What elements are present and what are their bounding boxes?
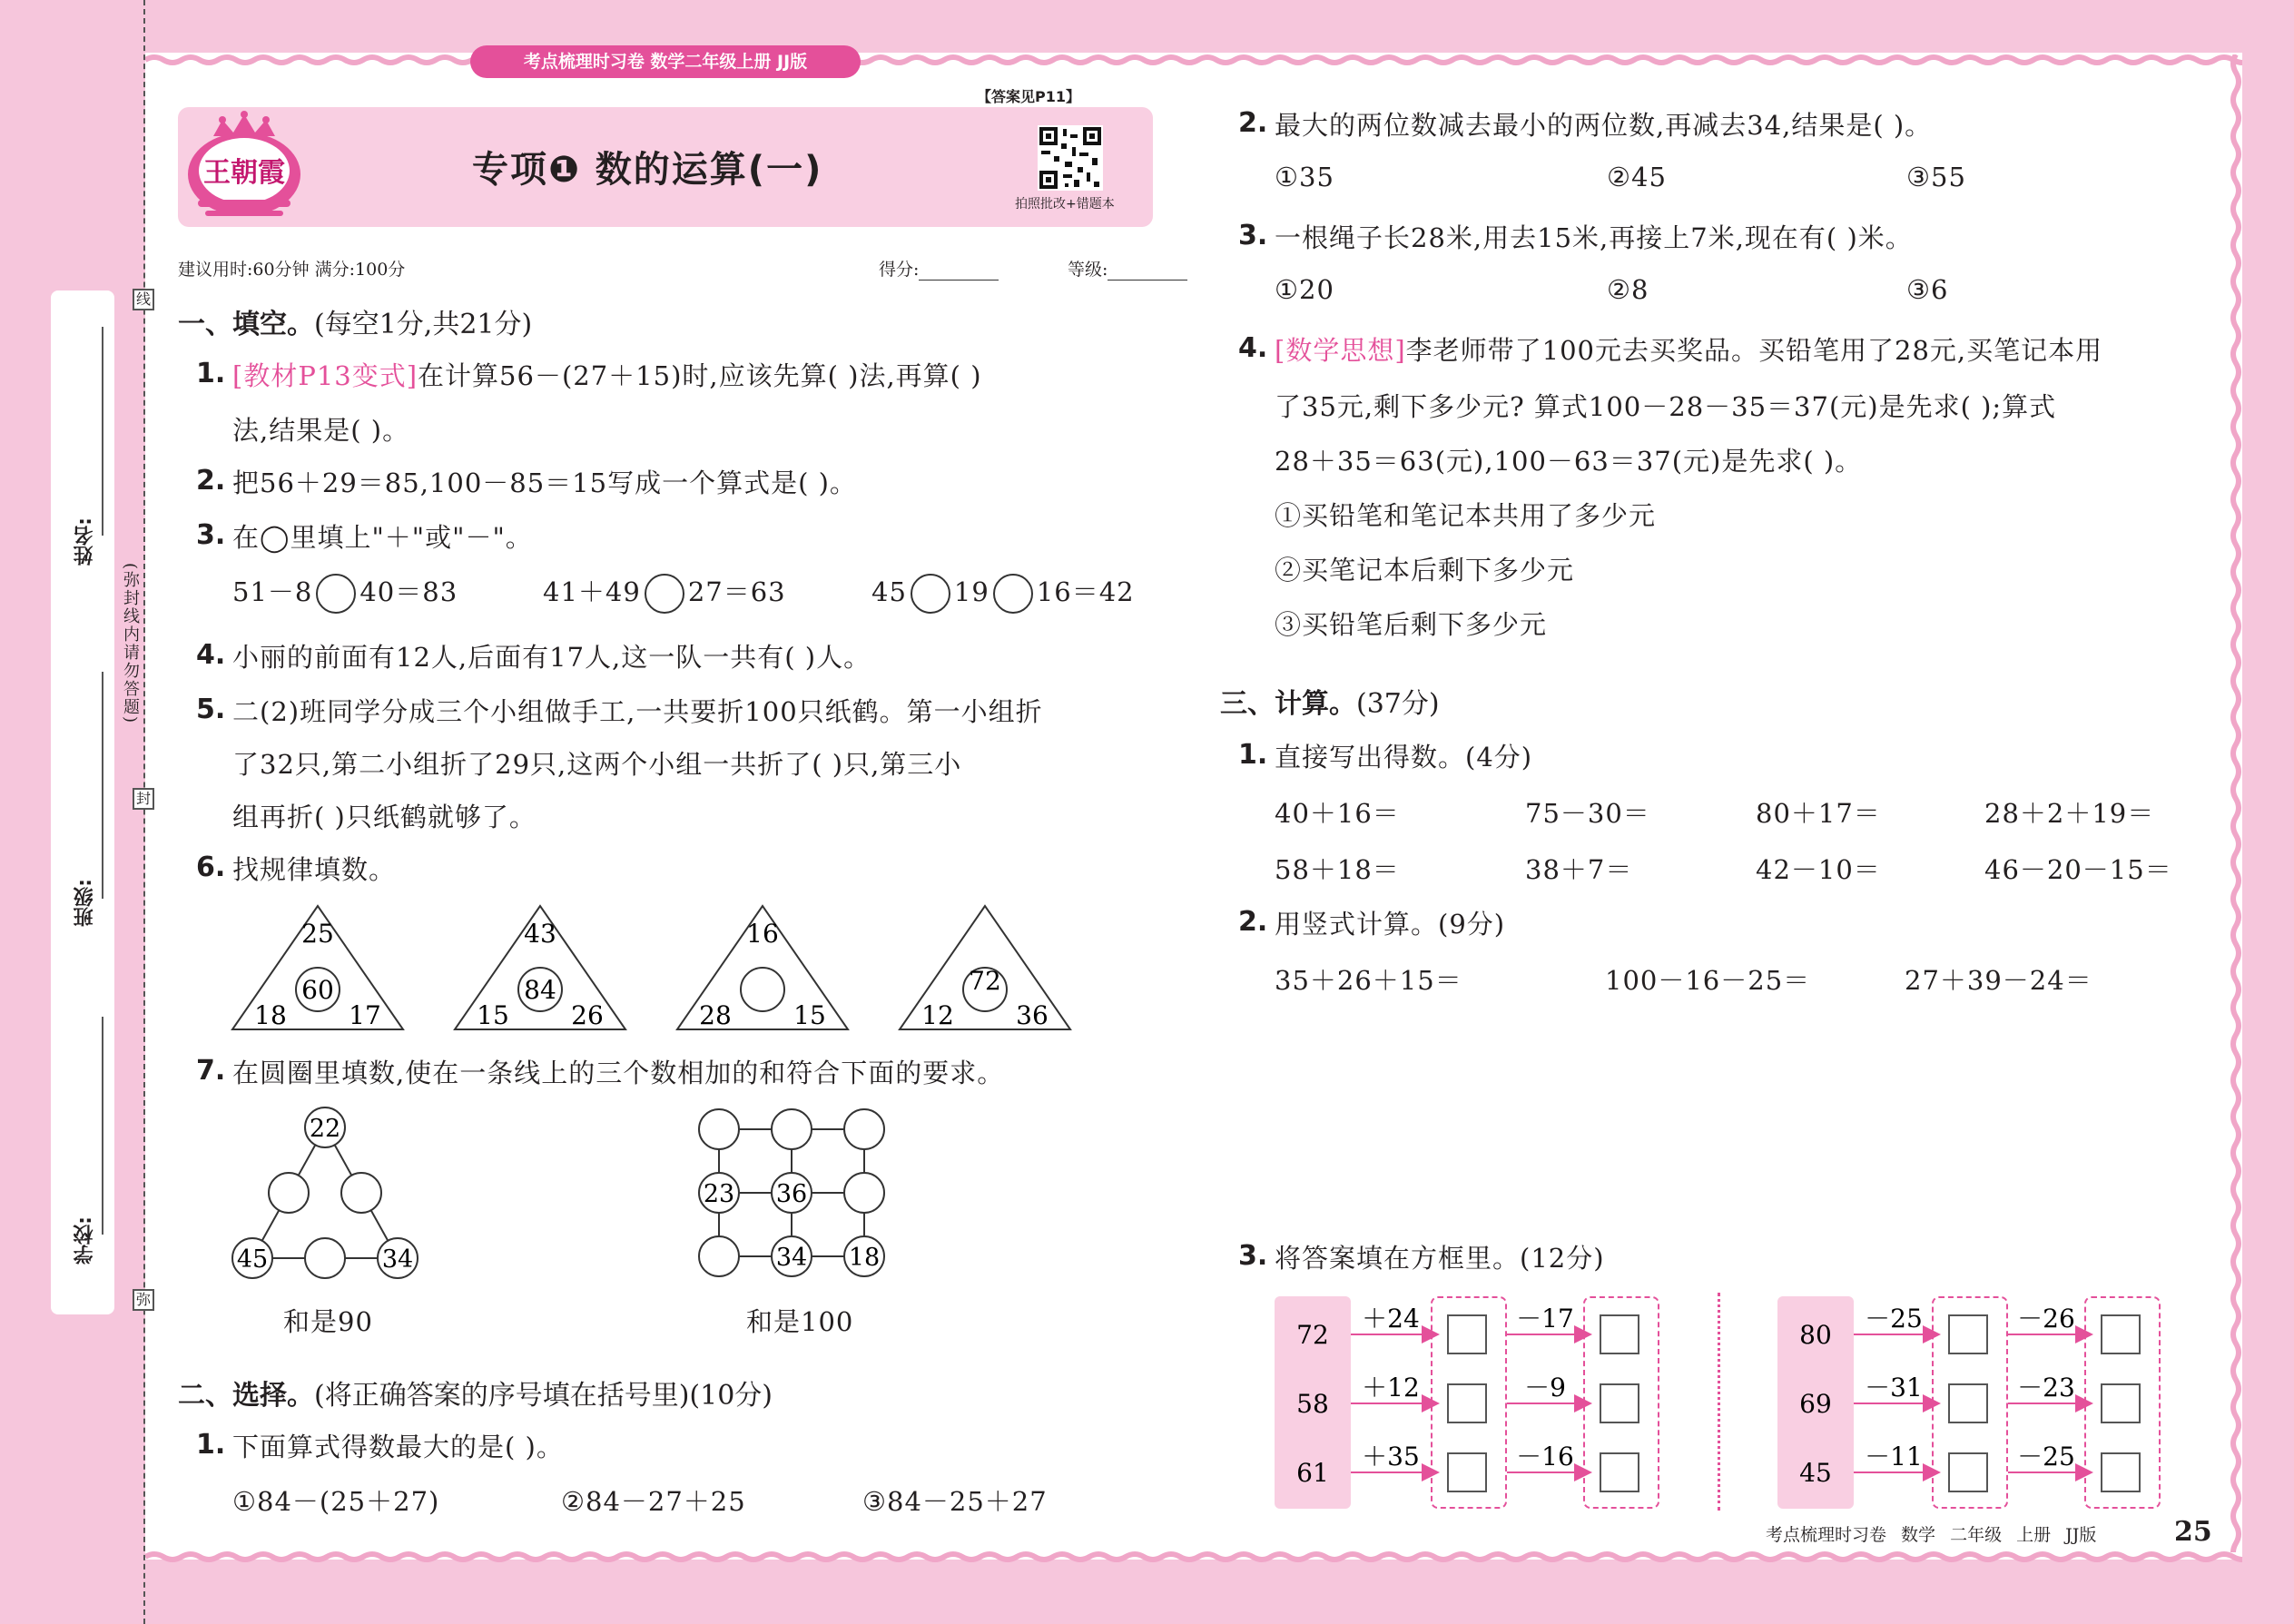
tri-left: 15: [477, 1000, 509, 1030]
right-op2-1: －26: [2017, 1304, 2075, 1334]
s3-q1-item: 40＋16＝: [1275, 798, 1400, 829]
s2-q4-option-3[interactable]: ③买铅笔后剩下多少元: [1275, 609, 1548, 640]
section-2-note: (将正确答案的序号填在括号里)(10分): [314, 1380, 773, 1412]
right-op1-1: －25: [1865, 1304, 1923, 1334]
s2-q3-text: 一根绳子长28米,用去15米,再接上7米,现在有( )米。: [1275, 222, 1913, 253]
pattern-triangle-2: [455, 906, 625, 1030]
right-start-3: 45: [1799, 1458, 1832, 1488]
grade-label: 等级:: [1068, 260, 1108, 280]
blank-circle: [741, 968, 784, 1011]
pattern-triangles: [227, 899, 1080, 1035]
left-start-3: 61: [1296, 1458, 1329, 1488]
grid-bottom-right: 18: [848, 1244, 881, 1272]
s3-q3-number: 3.: [1238, 1240, 1268, 1272]
tri-center: 60: [301, 975, 334, 1005]
left-op1-3: ＋35: [1362, 1442, 1420, 1471]
top-banner: 考点梳理时习卷 数学二年级上册 JJ版: [470, 45, 861, 78]
answer-box[interactable]: [2101, 1452, 2141, 1492]
grid-mid-center: 36: [775, 1180, 808, 1208]
answer-box[interactable]: [1948, 1452, 1988, 1492]
blank-circle: [341, 1173, 381, 1213]
s2-q1-option-2[interactable]: ②84－27＋25: [561, 1486, 746, 1517]
s1-q3-expr1: 51－8 40＝83: [232, 572, 458, 614]
tri-bottom-right-number: 34: [381, 1245, 414, 1274]
s2-q4-line1: [数学思想]李老师带了100元去买奖品。买铅笔用了28元,买笔记本用: [1275, 335, 2103, 366]
left-op2-1: －17: [1516, 1304, 1574, 1334]
s1-q5-line3: 组再折( )只纸鹤就够了。: [232, 802, 537, 832]
s1-q1-tag: [教材P13变式]: [232, 360, 418, 391]
score-blank[interactable]: [919, 262, 999, 281]
q7-triangle-sum: 和是90: [283, 1306, 373, 1337]
grid-bottom-center: 34: [775, 1244, 808, 1272]
right-start-2: 69: [1799, 1389, 1832, 1419]
s2-q1-option-3[interactable]: ③84－25＋27: [862, 1486, 1048, 1517]
sum-triangle-puzldiagram: [225, 1098, 434, 1298]
s1-q4-number: 4.: [196, 639, 226, 671]
s1-q1-text: [232, 356, 982, 393]
s2-q2-text: 最大的两位数减去最小的两位数,再减去34,结果是( )。: [1275, 110, 1933, 141]
right-op2-3: －25: [2017, 1442, 2075, 1471]
answer-box[interactable]: [1948, 1314, 1988, 1354]
tri-right: 15: [793, 1000, 826, 1030]
tri-bottom-left-number: 45: [236, 1245, 269, 1274]
s3-q1-item: 80＋17＝: [1756, 798, 1881, 829]
tri-top: 25: [301, 919, 334, 949]
table-divider: [1718, 1293, 1720, 1511]
score-label: 得分:: [879, 260, 920, 280]
tri-center: 84: [524, 975, 556, 1005]
blank-circle: [305, 1238, 345, 1278]
s3-q2-item: 100－16－25＝: [1605, 965, 1811, 996]
answer-box[interactable]: [1600, 1383, 1639, 1423]
left-start-2: 58: [1296, 1389, 1329, 1419]
s1-q6-number: 6.: [196, 851, 226, 883]
tri-right: 17: [349, 1000, 381, 1030]
s3-q2-text: 用竖式计算。(9分): [1275, 909, 1506, 940]
section-1-title: 一、填空。: [178, 309, 314, 340]
s3-q1-item: 42－10＝: [1756, 854, 1881, 885]
s3-q1-text: 直接写出得数。(4分): [1275, 742, 1533, 773]
seal-char-mi: 弥: [133, 1289, 154, 1311]
tri-left: 18: [254, 1000, 287, 1030]
blank-circle: [269, 1173, 309, 1213]
side-info-panel: [51, 290, 114, 1314]
qr-caption: 拍照批改+错题本: [1015, 197, 1115, 212]
answer-box[interactable]: [1447, 1452, 1487, 1492]
side-school-label: 学校:: [74, 1216, 96, 1265]
s3-q2-number: 2.: [1238, 906, 1268, 938]
footer-text: 考点梳理时习卷 数学 二年级 上册 JJ版: [1766, 1525, 2097, 1545]
tri-right: 26: [571, 1000, 604, 1030]
tri-center: 72: [969, 966, 1001, 996]
s3-q1-item: 75－30＝: [1525, 798, 1650, 829]
grid-mid-left: 23: [703, 1180, 735, 1208]
side-class-label: 班级:: [74, 879, 96, 927]
operator-circle[interactable]: [993, 574, 1033, 614]
s1-q3-text: 在◯里填上"＋"或"－"。: [232, 522, 533, 553]
s2-q2-option-2[interactable]: ②45: [1607, 162, 1667, 192]
side-note: (弥封线内请勿答题): [121, 563, 140, 725]
s1-q1-line1: 在计算56－(27＋15)时,应该先算( )法,再算( ): [418, 360, 982, 391]
binding-fold-line: [143, 0, 145, 1624]
operator-circle[interactable]: [645, 574, 684, 614]
side-name-line[interactable]: [102, 327, 103, 536]
tri-top-number: 22: [309, 1115, 341, 1143]
s1-q7-text: 在圆圈里填数,使在一条线上的三个数相加的和符合下面的要求。: [232, 1058, 1005, 1088]
time-and-full-score: 建议用时:60分钟 满分:100分: [178, 260, 406, 280]
brand-logo: [182, 109, 307, 223]
s1-q3-number: 3.: [196, 519, 226, 551]
seal-char-seal: 封: [133, 788, 154, 810]
right-op2-2: －23: [2017, 1373, 2075, 1403]
s2-q4-line2: 了35元,剩下多少元? 算式100－28－35＝37(元)是先求( );算式: [1275, 391, 2057, 422]
s2-q1-option-1[interactable]: ①84－(25＋27): [232, 1486, 440, 1517]
answer-box[interactable]: [2101, 1314, 2141, 1354]
s2-q2-number: 2.: [1238, 107, 1268, 139]
grade-field: [1068, 256, 1187, 281]
answer-box[interactable]: [1447, 1314, 1487, 1354]
s1-q4-text: 小丽的前面有12人,后面有17人,这一队一共有( )人。: [232, 642, 871, 673]
s3-q3-text: 将答案填在方框里。(12分): [1275, 1243, 1605, 1274]
s3-q1-item: 28＋2＋19＝: [1984, 798, 2155, 829]
answer-reference: 【答案见P11】: [977, 88, 1080, 105]
section-3-heading: [1220, 681, 1440, 721]
left-op2-2: －9: [1524, 1373, 1566, 1403]
right-op1-3: －11: [1865, 1442, 1923, 1471]
q7-grid-sum: 和是100: [746, 1306, 854, 1337]
left-op1-2: ＋12: [1362, 1373, 1420, 1403]
right-wave-border: [2226, 54, 2246, 1552]
s2-q1-text: 下面算式得数最大的是( )。: [232, 1432, 564, 1462]
s2-q4-line3: 28＋35＝63(元),100－63＝37(元)是先求( )。: [1275, 446, 1863, 477]
logo-text: 王朝霞: [203, 157, 285, 189]
pattern-triangle-3: [677, 906, 848, 1030]
s3-q2-item: 27＋39－24＝: [1905, 965, 2092, 996]
s2-q4-option-1[interactable]: ①买铅笔和笔记本共用了多少元: [1275, 500, 1657, 531]
s1-q3-expr2: 41＋49 27＝63: [543, 572, 786, 614]
s1-q1-number: 1.: [196, 358, 226, 389]
tri-left: 12: [921, 1000, 954, 1030]
s1-q7-number: 7.: [196, 1055, 226, 1087]
page-number: 25: [2174, 1516, 2212, 1548]
score-field: [879, 256, 999, 281]
s3-q1-item: 38＋7＝: [1525, 854, 1633, 885]
s2-q2-option-1[interactable]: ①35: [1275, 162, 1334, 192]
section-2-title: 二、选择。: [178, 1380, 314, 1412]
s2-q3-option-3[interactable]: ③6: [1906, 274, 1949, 305]
left-op1-1: ＋24: [1362, 1304, 1420, 1334]
s1-q3-expr3: 45 19 16＝42: [871, 572, 1135, 614]
answer-box[interactable]: [1600, 1452, 1639, 1492]
s2-q4-tag: [数学思想]: [1275, 335, 1406, 366]
tri-top: 16: [746, 919, 779, 949]
s3-q1-item: 46－20－15＝: [1984, 854, 2172, 885]
answer-box[interactable]: [1948, 1383, 1988, 1423]
tri-right: 36: [1016, 1000, 1049, 1030]
s1-q6-text: 找规律填数。: [232, 854, 397, 885]
s3-q2-item: 35＋26＋15＝: [1275, 965, 1462, 996]
s1-q2-text: 把56＋29＝85,100－85＝15写成一个算式是( )。: [232, 468, 857, 498]
side-name-label: 姓名:: [74, 517, 96, 566]
s1-q5-line2: 了32只,第二小组折了29只,这两个小组一共折了( )只,第三小: [232, 749, 962, 780]
operator-circle[interactable]: [911, 574, 950, 614]
qr-code[interactable]: [1038, 125, 1103, 191]
section-3-title: 三、计算。: [1220, 688, 1356, 720]
grade-blank[interactable]: [1108, 262, 1187, 281]
top-wave-border: [145, 51, 2242, 69]
s2-q3-option-2[interactable]: ②8: [1607, 274, 1649, 305]
answer-box[interactable]: [2101, 1383, 2141, 1423]
section-2-heading: [178, 1373, 773, 1412]
section-3-note: (37分): [1356, 688, 1440, 720]
pattern-triangle-4: [900, 906, 1070, 1030]
s2-q3-number: 3.: [1238, 220, 1268, 251]
s3-q1-item: 58＋18＝: [1275, 854, 1400, 885]
answer-box[interactable]: [1600, 1314, 1639, 1354]
s3-q1-number: 1.: [1238, 739, 1268, 771]
tri-top: 43: [524, 919, 556, 949]
sum-grid-puzzle: [690, 1104, 899, 1294]
tri-left: 28: [699, 1000, 732, 1030]
right-op1-2: －31: [1865, 1373, 1923, 1403]
s2-q3-option-1[interactable]: ①20: [1275, 274, 1334, 305]
left-start-1: 72: [1296, 1320, 1329, 1350]
s1-q5-line1: 二(2)班同学分成三个小组做手工,一共要折100只纸鹤。第一小组折: [232, 696, 1043, 727]
left-op2-3: －16: [1516, 1442, 1574, 1471]
s1-q2-number: 2.: [196, 465, 226, 497]
page-title: 专项❶ 数的运算(一): [472, 149, 823, 191]
side-class-line[interactable]: [102, 672, 103, 899]
section-1-heading: [178, 301, 532, 341]
bottom-wave-border: [145, 1548, 2242, 1566]
answer-box[interactable]: [1447, 1383, 1487, 1423]
s2-q4-option-2[interactable]: ②买笔记本后剩下多少元: [1275, 555, 1575, 586]
s2-q4-number: 4.: [1238, 332, 1268, 364]
side-school-line[interactable]: [102, 1017, 103, 1235]
right-start-1: 80: [1799, 1320, 1832, 1350]
s2-q1-number: 1.: [196, 1429, 226, 1461]
s1-q5-number: 5.: [196, 694, 226, 725]
s1-q1-line2: 法,结果是( )。: [232, 415, 410, 446]
operator-circle[interactable]: [316, 574, 356, 614]
s2-q2-option-3[interactable]: ③55: [1906, 162, 1966, 192]
pattern-triangle-1: [232, 906, 403, 1030]
seal-char-line: 线: [133, 289, 154, 310]
section-1-note: (每空1分,共21分): [314, 309, 533, 340]
